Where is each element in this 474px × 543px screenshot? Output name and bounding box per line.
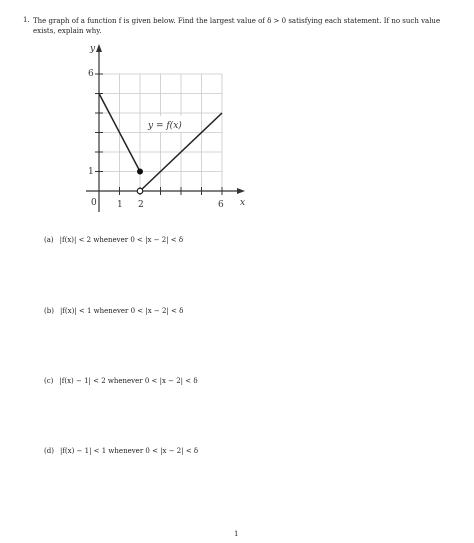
- x-tick-label-6: 6: [218, 200, 224, 210]
- question-text-line-2: exists, explain why.: [33, 27, 102, 35]
- part-c: [44, 377, 198, 385]
- part-label: (d): [44, 447, 54, 455]
- part-text: |f(x) − 1| < 1 whenever 0 < |x − 2| < δ: [59, 447, 199, 455]
- axis-ticks: [95, 74, 222, 195]
- part-label: (b): [44, 307, 54, 315]
- x-axis-label: x: [240, 198, 246, 208]
- part-text: |f(x) − 1| < 2 whenever 0 < |x − 2| < δ: [59, 377, 198, 385]
- x-tick-label-1: 1: [117, 200, 123, 210]
- part-b: [44, 307, 183, 315]
- part-text: |f(x)| < 2 whenever 0 < |x − 2| < δ: [59, 236, 184, 244]
- y-axis-arrow: [96, 44, 102, 52]
- y-axis-label: y: [90, 44, 96, 54]
- grid: [99, 74, 222, 191]
- part-label: (a): [44, 236, 54, 244]
- question-text-line-1: The graph of a function f is given below. Find the largest value of δ > 0 satisfying each statement. If no such value: [33, 17, 441, 25]
- part-label: (c): [44, 377, 54, 385]
- closed-point: [137, 169, 143, 175]
- part-a: [44, 236, 183, 244]
- x-axis-arrow: [237, 188, 245, 194]
- y-tick-label-1: 1: [88, 167, 94, 177]
- y-tick-label-6: 6: [88, 69, 94, 79]
- open-point: [137, 188, 143, 194]
- question-number: 1.: [23, 16, 30, 24]
- part-text: |f(x)| < 1 whenever 0 < |x − 2| < δ: [59, 307, 184, 315]
- origin-label: 0: [91, 198, 97, 208]
- x-tick-label-2: 2: [138, 200, 144, 210]
- part-d: [44, 447, 198, 455]
- curve-label: y = f(x): [148, 121, 182, 131]
- page-number: 1: [234, 530, 239, 538]
